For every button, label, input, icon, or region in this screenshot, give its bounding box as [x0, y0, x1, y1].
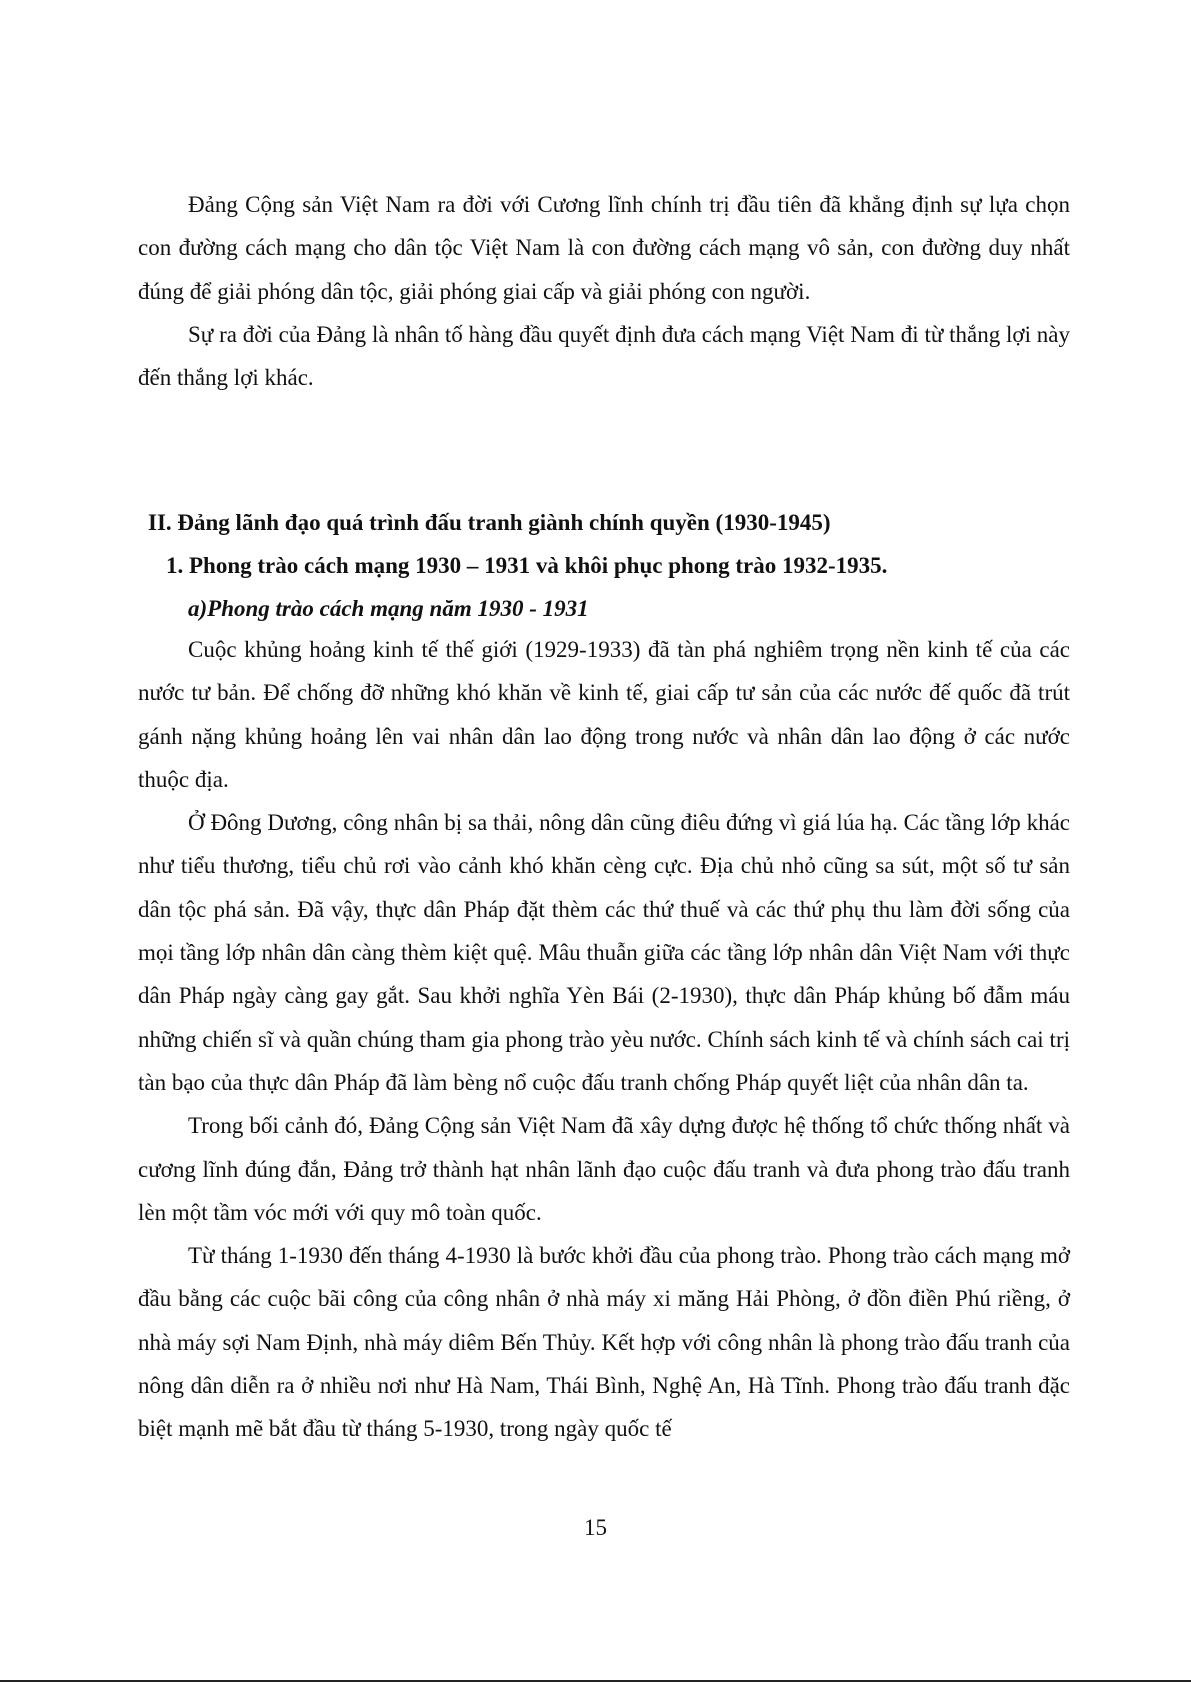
footer-rule: [0, 1680, 1191, 1682]
main-text-block: [138, 628, 1070, 1451]
page-number: 15: [584, 1515, 607, 1540]
paragraph: Cuộc khủng hoảng kinh tế thế giới (1929-1933) đã tàn phá nghiêm trọng nền kinh tế của các nước tư bản. Để chống đỡ những khó khăn về kinh tế, giai cấp tư sản của các nước đế quốc đã trút gánh nặng khủng hoảng lên vai nhân dân lao động trong nước và nhân dân lao động ở các nước thuộc địa.: [138, 637, 1070, 792]
subsection-heading: 1. Phong trào cách mạng 1930 – 1931 và khôi phục phong trào 1932-1935.: [166, 553, 888, 578]
section-heading: II. Đảng lãnh đạo quá trình đấu tranh giành chính quyền (1930-1945): [148, 510, 831, 535]
subsubsection-heading: a)Phong trào cách mạng năm 1930 - 1931: [188, 596, 589, 621]
paragraph: Trong bối cảnh đó, Đảng Cộng sản Việt Nam đã xây dựng được hệ thống tổ chức thống nhất và cương lĩnh đúng đắn, Đảng trở thành hạt nhân lãnh đạo cuộc đấu tranh và đưa phong trào đấu tranh lèn một tầm vóc mới với quy mô toàn quốc.: [138, 1113, 1070, 1225]
intro-text-block: [138, 183, 1070, 399]
paragraph: Đảng Cộng sản Việt Nam ra đời với Cương lĩnh chính trị đầu tiên đã khẳng định sự lựa chọn con đường cách mạng cho dân tộc Việt Nam là con đường cách mạng vô sản, con đường duy nhất đúng để giải phóng dân tộc, giải phóng giai cấp và giải phóng con người.: [138, 192, 1070, 304]
paragraph: Ở Đông Dương, công nhân bị sa thải, nông dân cũng điêu đứng vì giá lúa hạ. Các tầng lớp khác như tiểu thương, tiểu chủ rơi vào cảnh khó khăn cèng cực. Địa chủ nhỏ cũng sa sút, một số tư sản dân tộc phá sản. Đã vậy, thực dân Pháp đặt thèm các thứ thuế và các thứ phụ thu làm đời sống của mọi tầng lớp nhân dân càng thèm kiệt quệ. Mâu thuẫn giữa các tầng lớp nhân dân Việt Nam với thực dân Pháp ngày càng gay gắt. Sau khởi nghĩa Yèn Bái (2-1930), thực dân Pháp khủng bố đẫm máu những chiến sĩ và quần chúng tham gia phong trào yèu nước. Chính sách kinh tế và chính sách cai trị tàn bạo của thực dân Pháp đã làm bèng nổ cuộc đấu tranh chống Pháp quyết liệt của nhân dân ta.: [138, 810, 1070, 1095]
paragraph: Sự ra đời của Đảng là nhân tố hàng đầu quyết định đưa cách mạng Việt Nam đi từ thắng lợi này đến thắng lợi khác.: [138, 321, 1070, 391]
paragraph: Từ tháng 1-1930 đến tháng 4-1930 là bước khởi đầu của phong trào. Phong trào cách mạng mở đầu bằng các cuộc bãi công của công nhân ở nhà máy xi măng Hải Phòng, ở đồn điền Phú riềng, ở nhà máy sợi Nam Định, nhà máy diêm Bến Thủy. Kết hợp với công nhân là phong trào đấu tranh của nông dân diễn ra ở nhiều nơi như Hà Nam, Thái Bình, Nghệ An, Hà Tĩnh. Phong trào đấu tranh đặc biệt mạnh mẽ bắt đầu từ tháng 5-1930, trong ngày quốc tế: [138, 1243, 1070, 1442]
